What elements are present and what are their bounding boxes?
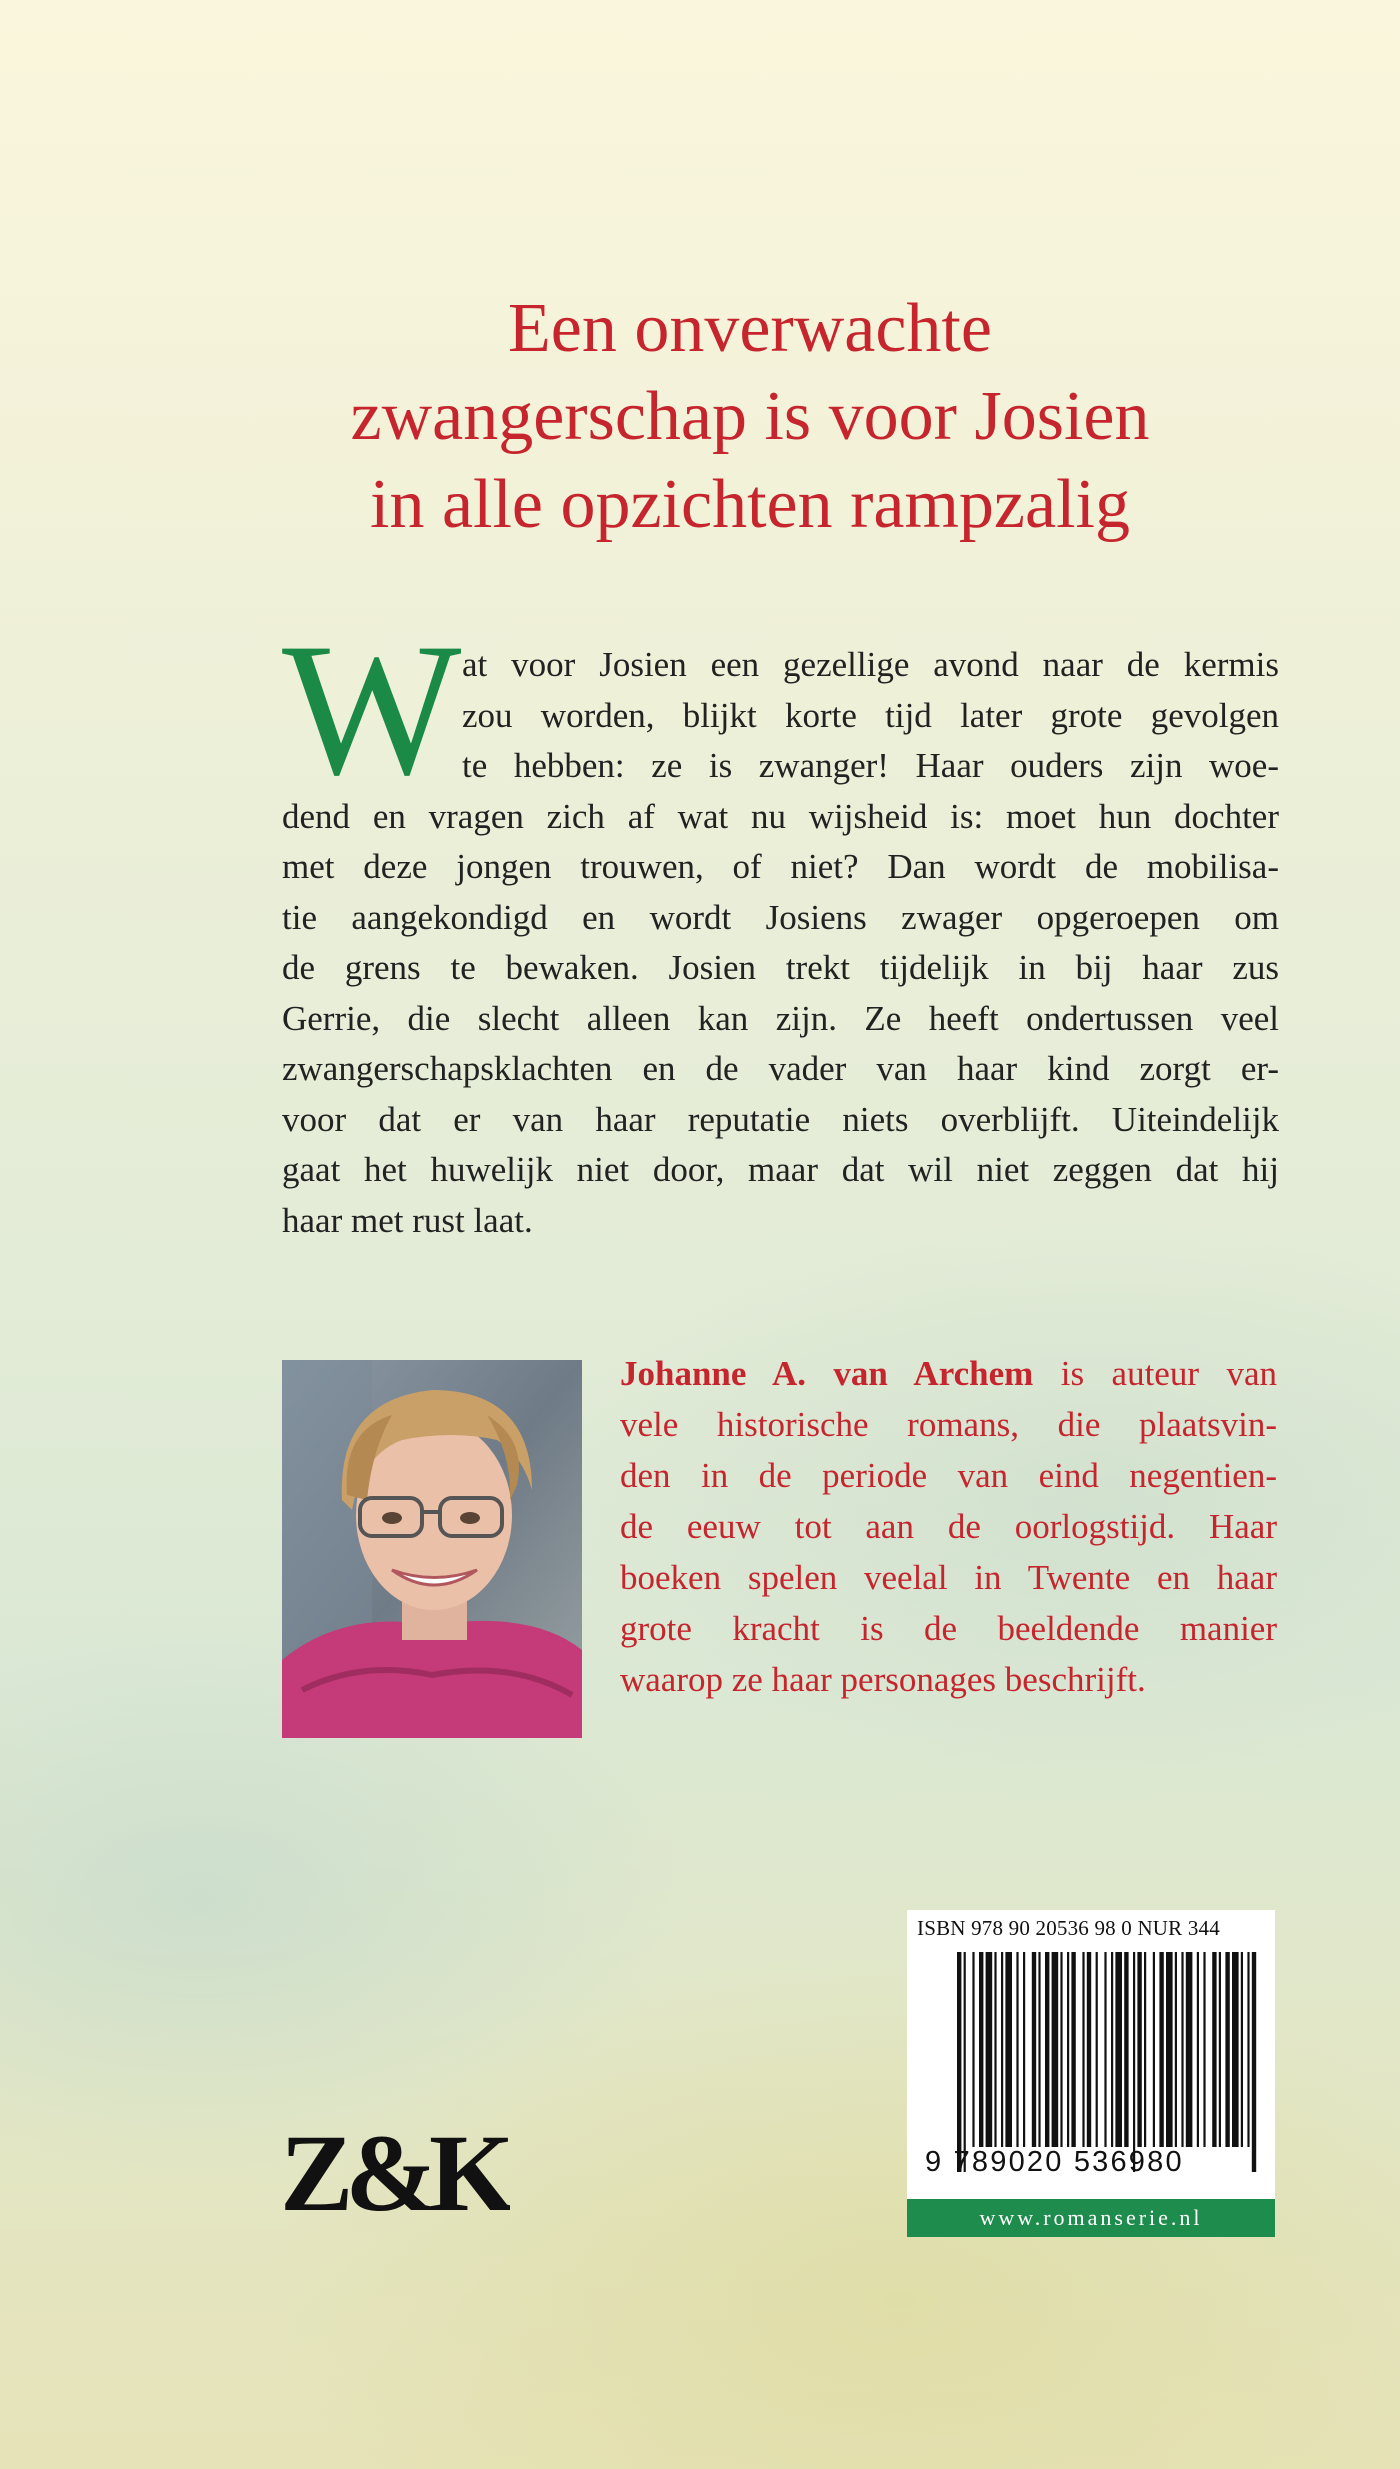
barcode-bar xyxy=(1111,1952,1113,2147)
headline-line: in alle opzichten rampzalig xyxy=(370,466,1130,543)
barcode-bar xyxy=(1181,1952,1183,2147)
publisher-logo xyxy=(280,2110,510,2250)
barcode-bar xyxy=(1023,1952,1025,2147)
barcode-bar xyxy=(964,1952,966,2172)
barcode-bar xyxy=(1175,1952,1177,2147)
barcode-bar xyxy=(1212,1952,1216,2147)
headline-line: zwangerschap is voor Josien xyxy=(350,378,1150,455)
barcode-bar xyxy=(1166,1952,1173,2147)
barcode-bar xyxy=(1115,1952,1122,2147)
barcode-bar xyxy=(1247,1952,1249,2147)
bio-first-line xyxy=(620,1348,1277,1399)
bio-line: vele historische romans, die plaatsvin- xyxy=(620,1405,1277,1444)
headline-line: Een onverwachte xyxy=(508,290,992,367)
barcode-bar xyxy=(1241,1952,1243,2147)
svg-text:Z&K: Z&K xyxy=(280,2112,507,2234)
barcode-bar xyxy=(1225,1952,1229,2147)
author-photo xyxy=(282,1360,582,1738)
barcode-bar xyxy=(1001,1952,1003,2147)
bio-line: waarop ze haar personages beschrijft. xyxy=(620,1660,1146,1699)
blurb-line: Gerrie, die slecht alleen kan zijn. Ze heeft ondertussen veel xyxy=(282,998,1279,1038)
barcode-bar xyxy=(1186,1952,1193,2147)
barcode-bar xyxy=(1096,1952,1098,2147)
bio-line: de eeuw tot aan de oorlogstijd. Haar xyxy=(620,1507,1277,1546)
barcode-bar xyxy=(1232,1952,1239,2147)
website-url: www.romanserie.nl xyxy=(907,2199,1275,2237)
blurb-line: de grens te bewaken. Josien trekt tijdelijk in bij haar zus xyxy=(282,948,1279,987)
bio-line: boeken spelen veelal in Twente en haar xyxy=(620,1558,1277,1597)
drop-cap: W xyxy=(282,605,462,815)
barcode-bar xyxy=(1137,1952,1141,2147)
blurb-line: dend en vragen zich af wat nu wijsheid is: moet hun dochter xyxy=(282,796,1279,836)
blurb-line: tie aangekondigd en wordt Josiens zwager opgeroepen om xyxy=(282,897,1279,937)
barcode-bar xyxy=(1032,1952,1036,2147)
barcode-bar xyxy=(1060,1952,1062,2147)
barcode-icon xyxy=(957,1952,1257,2172)
author-name: Johanne A. van Archem xyxy=(620,1354,1034,1393)
author-portrait-icon xyxy=(282,1360,582,1738)
barcode-bar xyxy=(994,1952,996,2147)
barcode-block xyxy=(907,1910,1275,2237)
barcode-bar xyxy=(972,1952,974,2147)
blurb-line: voor dat er van haar reputatie niets overblijft. Uiteindelijk xyxy=(282,1099,1279,1139)
barcode-bar xyxy=(1087,1952,1091,2147)
barcode-bar xyxy=(1082,1952,1084,2147)
barcode-bar xyxy=(1071,1952,1075,2147)
barcode-bar xyxy=(1144,1952,1146,2147)
blurb-line: met deze jongen trouwen, of niet? Dan wordt de mobilisa- xyxy=(282,847,1279,886)
barcode-bar xyxy=(1219,1952,1221,2147)
barcode-bar xyxy=(1104,1952,1106,2147)
blurb-line: at voor Josien een gezellige avond naar de kermis xyxy=(462,645,1279,684)
barcode-bar xyxy=(1052,1952,1059,2147)
bio-line: grote kracht is de beeldende manier xyxy=(620,1609,1277,1648)
bio-line: is auteur van xyxy=(1033,1354,1277,1393)
isbn-label: ISBN 978 90 20536 98 0 NUR 344 xyxy=(917,1916,1220,1940)
barcode-bar xyxy=(1133,1952,1135,2172)
blurb-line: te hebben: ze is zwanger! Haar ouders zijn woe- xyxy=(462,746,1279,785)
barcode-bar xyxy=(1005,1952,1012,2147)
author-bio xyxy=(620,1348,1277,1705)
barcode-bar xyxy=(986,1952,993,2147)
barcode-bar xyxy=(1016,1952,1018,2147)
barcode-bar xyxy=(1203,1952,1205,2147)
barcode-bar xyxy=(957,1952,961,2172)
barcode-bar xyxy=(1067,1952,1069,2147)
blurb-line: gaat het huwelijk niet door, maar dat wil niet zeggen dat hij xyxy=(282,1150,1279,1189)
barcode-bar xyxy=(1153,1952,1155,2147)
barcode-bar xyxy=(1197,1952,1199,2147)
barcode-bar xyxy=(1252,1952,1256,2172)
blurb-line: zwangerschapsklachten en de vader van haar kind zorgt er- xyxy=(282,1049,1279,1088)
barcode-bar xyxy=(1159,1952,1163,2147)
barcode-bar xyxy=(979,1952,983,2147)
headline xyxy=(250,285,1250,549)
barcode-bar xyxy=(1124,1952,1128,2147)
bio-line: den in de periode van eind negentien- xyxy=(620,1456,1277,1495)
barcode-bar xyxy=(1045,1952,1049,2147)
blurb-line: haar met rust laat. xyxy=(282,1200,533,1240)
barcode-digits: 9 789020 536980 xyxy=(925,2146,1184,2178)
blurb-text xyxy=(282,640,1279,1246)
barcode-bar xyxy=(1038,1952,1040,2147)
blurb-line: zou worden, blijkt korte tijd later grote gevolgen xyxy=(462,695,1279,735)
